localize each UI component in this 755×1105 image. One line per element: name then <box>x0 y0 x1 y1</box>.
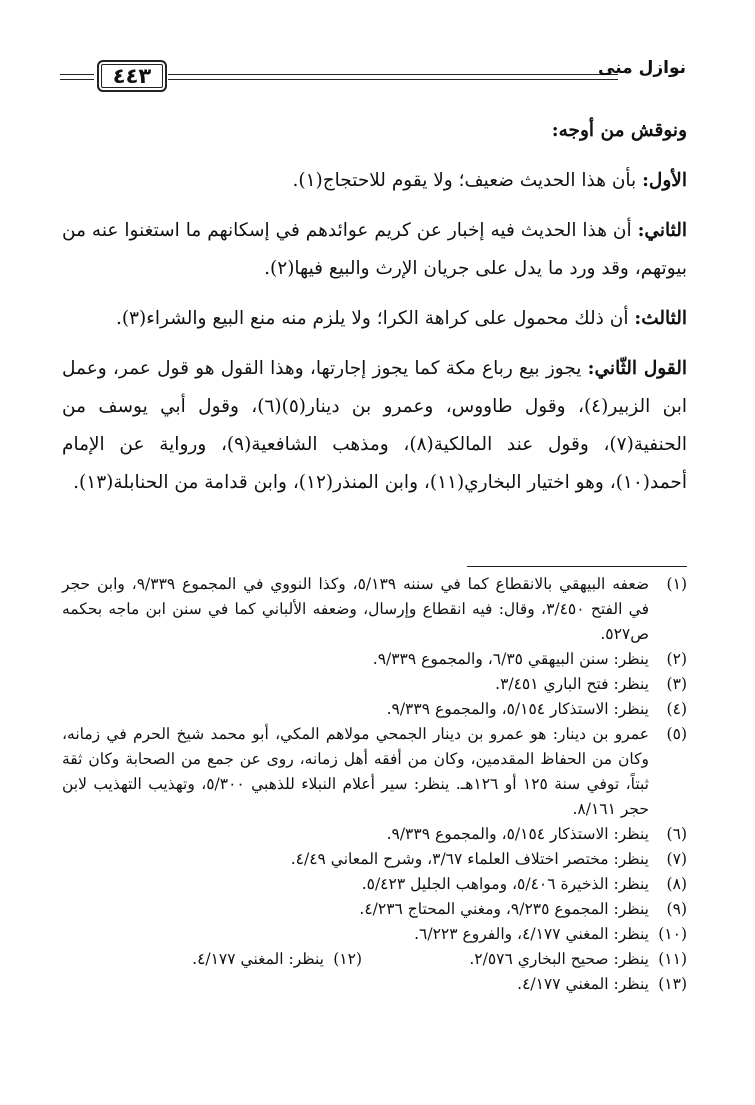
footnote-text: ينظر: المجموع ٩/٢٣٥، ومغني المحتاج ٤/٢٣٦. <box>359 900 649 918</box>
footnote-number: (٤) <box>666 700 687 718</box>
footnote <box>62 697 687 722</box>
footnote-number: (١٠) <box>658 925 687 943</box>
second-point-lead: الثاني: <box>637 220 687 241</box>
footnote-number: (٨) <box>666 875 687 893</box>
third-point-lead: الثالث: <box>634 308 687 329</box>
footnote <box>192 947 362 972</box>
footnote-number: (١٢) <box>333 950 362 968</box>
intro-heading: ونوقش من أوجه: <box>551 120 687 141</box>
footnote-number: (٢) <box>666 650 687 668</box>
footnote-number: (١٣) <box>658 975 687 993</box>
footnote-text: ينظر: سنن البيهقي ٦/٣٥، والمجموع ٩/٣٣٩. <box>372 650 649 668</box>
footnote-text: ينظر: فتح الباري ٣/٤٥١. <box>495 675 649 693</box>
paragraph-third-point <box>62 300 687 338</box>
page-number: ٤٤٣ <box>97 60 167 92</box>
footnote-number: (٧) <box>666 850 687 868</box>
footnote-text: ينظر: الاستذكار ٥/١٥٤، والمجموع ٩/٣٣٩. <box>386 825 649 843</box>
footnote <box>62 647 687 672</box>
footnote-text: عمرو بن دينار: هو عمرو بن دينار الجمحي مولاهم المكي، أبو محمد شيخ الحرم في زمانه، وكان من الحفاظ المقدمين، وكان من أفقه أهل زمانه، روى عن جمع من الصحابة وكان ثقة ثبتاً، توفي سنة ١٢٥ أو ١٢٦هـ. ينظر: سير أعلام النبلاء للذهبي ٥/٣٠٠، وتهذيب التهذيب لابن حجر ٨/١٦١. <box>62 725 649 818</box>
second-opinion-lead: القول الثّاني: <box>587 358 688 379</box>
main-text <box>62 112 687 514</box>
footnote <box>62 872 687 897</box>
footnote-number: (٩) <box>666 900 687 918</box>
footnote-number: (٣) <box>666 675 687 693</box>
footnote <box>62 572 687 647</box>
footnote <box>62 822 687 847</box>
footnote-text: ينظر: الذخيرة ٥/٤٠٦، ومواهب الجليل ٥/٤٢٣. <box>361 875 649 893</box>
footnote-text: ينظر: صحيح البخاري ٢/٥٧٦. <box>469 950 649 968</box>
footnote-separator <box>467 566 687 567</box>
paragraph-second-point <box>62 212 687 288</box>
footnote-number: (١١) <box>658 950 687 968</box>
footnote-text: ينظر: المغني ٤/١٧٧. <box>517 975 649 993</box>
third-point-text: أن ذلك محمول على كراهة الكرا؛ ولا يلزم منه منع البيع والشراء(٣). <box>115 308 635 329</box>
footnote <box>62 672 687 697</box>
paragraph-discussion-intro <box>62 112 687 150</box>
paragraph-first-point <box>62 162 687 200</box>
footnote <box>362 947 687 972</box>
first-point-lead: الأول: <box>642 170 687 191</box>
footnote <box>62 972 687 997</box>
footnote-text: ينظر: المغني ٤/١٧٧، والفروع ٦/٢٢٣. <box>414 925 649 943</box>
header-rule-right <box>168 74 618 80</box>
page-header <box>60 52 686 92</box>
footnote <box>62 897 687 922</box>
footnote-number: (٦) <box>666 825 687 843</box>
second-opinion-text: يجوز بيع رباع مكة كما يجوز إجارتها، وهذا القول هو قول عمر، وعمل ابن الزبير(٤)، وقول طاووس، وعمرو بن دينار(٥)(٦)، وقول أبي يوسف من الحنفية(٧)، وقول عند المالكية(٨)، ومذهب الشافعية(٩)، ورواية عن الإمام أحمد(١٠)، وهو اختيار البخاري(١١)، وابن المنذر(١٢)، وابن قدامة من الحنابلة(١٣). <box>62 358 687 493</box>
footnote-pair <box>62 947 687 972</box>
header-rule-left <box>60 74 94 80</box>
footnote-text: ضعفه البيهقي بالانقطاع كما في سننه ٥/١٣٩، وكذا النووي في المجموع ٩/٣٣٩، وابن حجر في الفتح ٣/٤٥٠، وقال: فيه انقطاع وإرسال، وضعفه الألباني كما في سنن ابن ماجه بحكمه ص٥٢٧. <box>62 575 649 643</box>
footnote-text: ينظر: المغني ٤/١٧٧. <box>192 950 324 968</box>
second-point-text: أن هذا الحديث فيه إخبار عن كريم عوائدهم في إسكانهم ما استغنوا عنه من بيوتهم، وقد ورد ما يدل على جريان الإرث والبيع فيها(٢). <box>62 220 687 279</box>
footnote-text: ينظر: الاستذكار ٥/١٥٤، والمجموع ٩/٣٣٩. <box>386 700 649 718</box>
first-point-text: بأن هذا الحديث ضعيف؛ ولا يقوم للاحتجاج(١). <box>292 170 643 191</box>
footnotes <box>62 572 687 997</box>
footnote-number: (٥) <box>666 725 687 743</box>
running-title: نوازل منى <box>598 58 686 78</box>
paragraph-second-opinion <box>62 350 687 502</box>
footnote <box>62 847 687 872</box>
footnote-text: ينظر: مختصر اختلاف العلماء ٣/٦٧، وشرح المعاني ٤/٤٩. <box>290 850 649 868</box>
footnote <box>62 722 687 822</box>
footnote-number: (١) <box>666 575 687 593</box>
footnote <box>62 922 687 947</box>
